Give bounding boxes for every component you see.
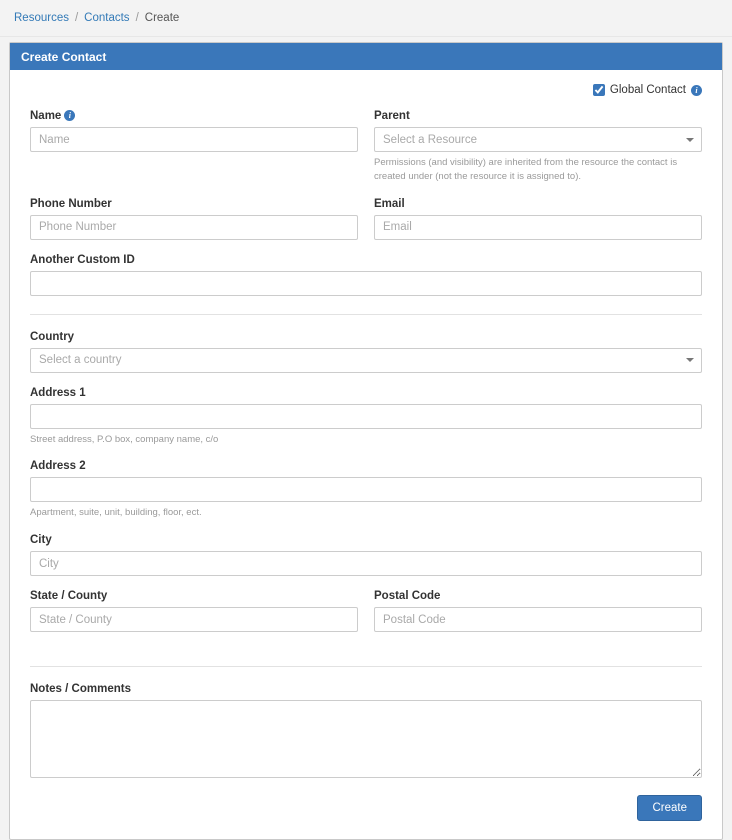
address2-label: Address 2 [30, 460, 86, 473]
panel-body [10, 70, 722, 839]
address1-field-group [30, 387, 702, 447]
parent-field-group [374, 110, 702, 184]
parent-select[interactable] [374, 127, 702, 152]
postal-label: Postal Code [374, 590, 441, 603]
breadcrumb-item-resources[interactable]: Resources [14, 12, 69, 24]
section-divider [30, 666, 702, 667]
create-contact-panel [9, 42, 723, 840]
breadcrumb-separator: / [74, 12, 79, 24]
country-select[interactable] [30, 348, 702, 373]
email-field-group [374, 198, 702, 240]
state-postal-row [30, 590, 702, 646]
state-label: State / County [30, 590, 108, 603]
another-custom-id-field-group [30, 254, 702, 296]
city-input[interactable] [30, 551, 702, 576]
page-title: Create Contact [21, 49, 107, 64]
global-contact-row [30, 84, 702, 96]
breadcrumb-item-create: Create [144, 12, 180, 24]
email-label: Email [374, 197, 405, 210]
info-icon[interactable]: i [691, 85, 702, 96]
name-label-text: Name [30, 110, 62, 122]
address1-input[interactable] [30, 404, 702, 429]
panel-header [10, 43, 722, 70]
country-label: Country [30, 330, 75, 343]
postal-field-group [374, 590, 702, 632]
email-input[interactable] [374, 215, 702, 240]
address1-label: Address 1 [30, 386, 86, 399]
info-icon[interactable]: i [64, 110, 75, 121]
notes-field-group [30, 683, 702, 781]
address1-help-text: Street address, P.O box, company name, c/o [30, 433, 219, 445]
phone-input[interactable] [30, 215, 358, 240]
country-field-group [30, 331, 702, 373]
name-input[interactable] [30, 127, 358, 152]
another-custom-id-label: Another Custom ID [30, 253, 135, 266]
state-field-group [30, 590, 358, 632]
phone-label: Phone Number [30, 197, 112, 210]
postal-input[interactable] [374, 607, 702, 632]
notes-textarea[interactable] [30, 700, 702, 778]
parent-select-value: Select a Resource [383, 133, 477, 146]
parent-label: Parent [374, 110, 410, 122]
country-select-value: Select a country [39, 354, 122, 367]
breadcrumb-item-contacts[interactable]: Contacts [84, 12, 130, 24]
breadcrumb [0, 0, 732, 37]
notes-label: Notes / Comments [30, 683, 131, 696]
name-label [30, 110, 358, 122]
chevron-down-icon [686, 358, 694, 362]
city-label: City [30, 534, 52, 547]
phone-email-row [30, 198, 702, 254]
section-divider [30, 314, 702, 315]
name-parent-row [30, 110, 702, 198]
parent-help-text: Permissions (and visibility) are inherited from the resource the contact is created under (not the resource it is assigned to). [374, 157, 678, 182]
address2-field-group [30, 460, 702, 520]
form-footer [30, 795, 702, 821]
another-custom-id-input[interactable] [30, 271, 702, 296]
global-contact-label: Global Contact [609, 84, 686, 96]
address2-help-text: Apartment, suite, unit, building, floor, ect. [30, 507, 202, 519]
address2-input[interactable] [30, 477, 702, 502]
state-input[interactable] [30, 607, 358, 632]
phone-field-group [30, 198, 358, 240]
breadcrumb-separator: / [135, 12, 139, 24]
global-contact-checkbox[interactable] [593, 84, 605, 96]
name-field-group [30, 110, 358, 152]
city-field-group [30, 534, 702, 576]
chevron-down-icon [686, 138, 694, 142]
create-button[interactable]: Create [637, 795, 702, 821]
